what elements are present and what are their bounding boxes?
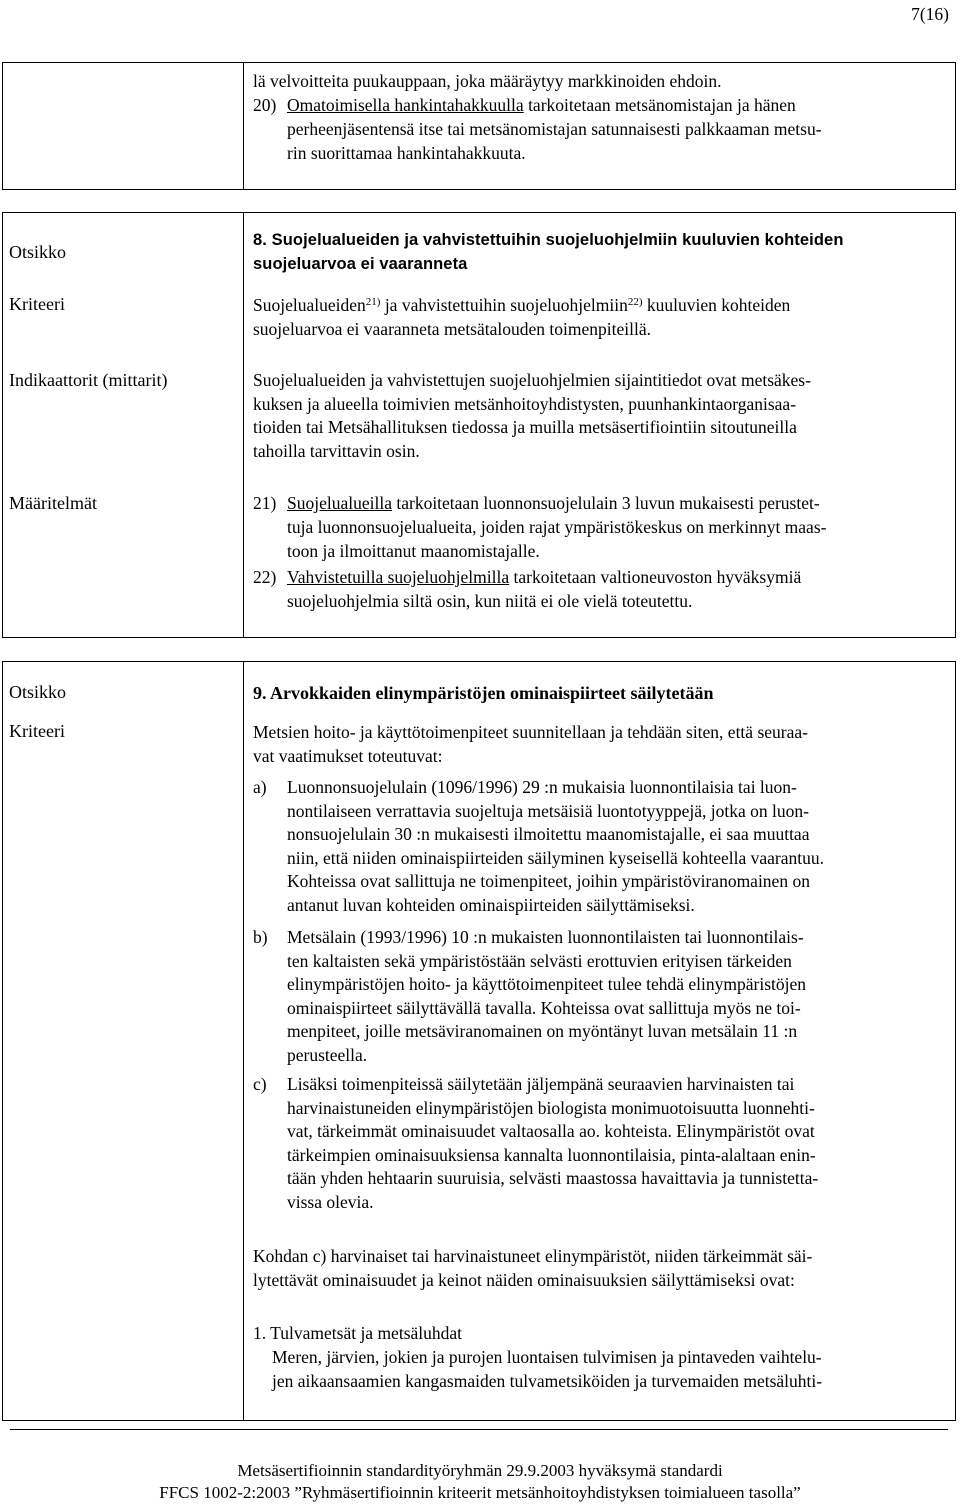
list-item-1-text: Meren, järvien, jokien ja purojen luontaisen tulvimisen ja pintaveden vaihtelu- jen aikaansaamien kangasmaiden tulvametsiköiden ja turvemaiden metsäluhti- [272,1347,823,1391]
indicators-text: Suojelualueiden ja vahvistettujen suojeluohjelmien sijaintitiedot ovat metsäkes- kuksen ja alueella toimivien metsänhoitoyhdistysten, puunhankintaorganisaa- tioiden tai Metsähallituksen tiedossa ja muilla metsäsertifiointiin sitoutuneilla tahoilla tarvittavin osin. [253,370,811,461]
criteria-text-line2: suojeluarvoa ei vaaranneta metsätalouden toimenpiteillä. [253,319,651,339]
definition-term: Omatoimisella hankintahakkuulla [287,95,524,115]
footer-divider [10,1429,948,1430]
section-title: 9. Arvokkaiden elinympäristöjen ominaispiirteet säilytetään [253,683,714,703]
criteria-text: Suojelualueiden$^{21)}$ ja vahvistettuihin suojeluohjelmiin$^{22)}$ kuuluvien kohteiden [253,295,791,315]
list-item-1-title: 1. Tulvametsät ja metsäluhdat [253,1323,463,1343]
definition-marker: 20) [253,95,277,115]
definition-text-line: rin suorittamaa hankintahakkuuta. [287,143,526,163]
label-otsikko: Otsikko [9,242,67,262]
definition-term: Suojelualueilla [287,493,392,513]
label-indikaattorit: Indikaattorit (mittarit) [9,370,168,390]
footer-line-1: Metsäsertifioinnin standardityöryhmän 29.9.2003 hyväksymä standardi [237,1461,723,1480]
label-kriteeri: Kriteeri [9,721,65,741]
continuation-text: lä velvoitteita puukauppaan, joka määräytyy markkinoiden ehdoin. [253,71,722,91]
criteria-intro: Metsien hoito- ja käyttötoimenpiteet suunnitellaan ja tehdään siten, että seuraa- vat vaatimukset toteutuvat: [253,722,808,766]
label-otsikko: Otsikko [9,682,67,702]
label-kriteeri: Kriteeri [9,294,65,314]
definition-term: Vahvistetuilla suojeluohjelmilla [287,567,510,587]
section-title: 8. Suojelualueiden ja vahvistettuihin suojeluohjelmiin kuuluvien kohteiden [253,231,844,249]
footer-line-2: FFCS 1002-2:2003 ”Ryhmäsertifioinnin kriteerit metsänhoitoyhdistyksen toimialueen tasolla” [159,1483,801,1502]
definition-text: tarkoitetaan metsänomistajan ja hänen [523,95,796,115]
section-title-line2: suojeluarvoa ei vaaranneta [253,255,468,273]
kohdan-paragraph: Kohdan c) harvinaiset tai harvinaistuneet elinympäristöt, niiden tärkeimmät säi- lytettävät ominaisuudet ja keinot näiden ominaisuuksien säilyttämiseksi ovat: [253,1246,813,1290]
definition-text-line: perheenjäsentensä itse tai metsänomistajan satunnaisesti palkkaaman metsu- [287,119,822,139]
label-maaritelmat: Määritelmät [9,493,97,513]
page-number: 7(16) [911,4,949,24]
